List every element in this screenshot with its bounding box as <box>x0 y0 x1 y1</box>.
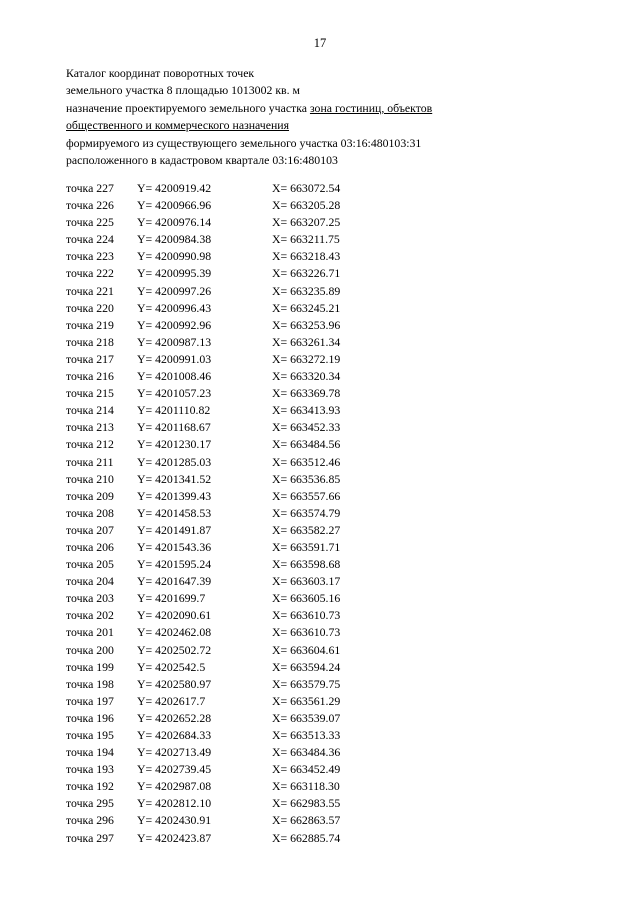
point-name: точка 202 <box>66 608 114 623</box>
point-x-coordinate: X= 663484.36 <box>272 745 341 760</box>
point-y-coordinate: Y= 4202090.61 <box>137 608 212 623</box>
table-row <box>66 812 486 829</box>
point-name: точка 205 <box>66 557 114 572</box>
table-row <box>66 590 486 607</box>
point-x-coordinate: X= 663452.49 <box>272 762 341 777</box>
point-name: точка 214 <box>66 403 114 418</box>
point-name: точка 193 <box>66 762 114 777</box>
table-row <box>66 642 486 659</box>
point-name: точка 195 <box>66 728 114 742</box>
point-name: точка 216 <box>66 369 114 384</box>
point-name: точка 220 <box>66 300 114 315</box>
point-y-coordinate: Y= 4200984.38 <box>137 232 212 247</box>
table-row <box>66 505 486 522</box>
point-y-coordinate: Y= 4202423.87 <box>137 830 212 845</box>
table-row <box>66 676 486 693</box>
point-x-coordinate: X= 663369.78 <box>272 386 341 401</box>
point-y-coordinate: Y= 4200990.98 <box>137 249 212 264</box>
point-name: точка 199 <box>66 659 114 674</box>
point-name: точка 224 <box>66 232 114 247</box>
point-y-coordinate: Y= 4202617.7 <box>137 693 206 708</box>
table-row <box>66 265 486 282</box>
table-row <box>66 214 486 231</box>
point-x-coordinate: X= 663610.73 <box>272 608 341 623</box>
point-name: точка 206 <box>66 539 114 554</box>
point-x-coordinate: X= 663207.25 <box>272 215 341 230</box>
point-name: точка 225 <box>66 215 114 230</box>
point-name: точка 296 <box>66 813 114 828</box>
point-name: точка 219 <box>66 317 114 332</box>
point-name: точка 223 <box>66 249 114 264</box>
point-y-coordinate: Y= 4201057.23 <box>137 386 212 401</box>
table-row <box>66 624 486 641</box>
point-y-coordinate: Y= 4200991.03 <box>137 351 212 366</box>
point-y-coordinate: Y= 4200966.96 <box>137 198 212 213</box>
table-row <box>66 454 486 471</box>
point-x-coordinate: X= 663605.16 <box>272 591 341 606</box>
point-x-coordinate: X= 663561.29 <box>272 693 341 708</box>
point-y-coordinate: Y= 4202812.10 <box>137 796 212 811</box>
table-row <box>66 539 486 556</box>
point-x-coordinate: X= 663484.56 <box>272 437 341 452</box>
point-x-coordinate: X= 663253.96 <box>272 317 341 332</box>
table-row <box>66 556 486 573</box>
point-y-coordinate: Y= 4201168.67 <box>137 420 211 435</box>
point-y-coordinate: Y= 4202739.45 <box>137 762 212 777</box>
point-y-coordinate: Y= 4202430.91 <box>137 813 212 828</box>
point-name: точка 297 <box>66 830 114 845</box>
point-y-coordinate: Y= 4202580.97 <box>137 676 212 691</box>
point-x-coordinate: X= 663513.33 <box>272 728 341 742</box>
document-header <box>66 65 566 169</box>
point-y-coordinate: Y= 4202502.72 <box>137 642 212 657</box>
point-x-coordinate: X= 663591.71 <box>272 539 341 554</box>
table-row <box>66 317 486 334</box>
point-name: точка 207 <box>66 522 114 537</box>
point-x-coordinate: X= 663218.43 <box>272 249 341 264</box>
header-title: Каталог координат поворотных точек <box>66 66 255 80</box>
point-name: точка 204 <box>66 574 114 589</box>
point-name: точка 196 <box>66 710 114 725</box>
point-x-coordinate: X= 663539.07 <box>272 710 341 725</box>
table-row <box>66 710 486 727</box>
point-y-coordinate: Y= 4201699.7 <box>137 591 206 606</box>
header-cadastral-quarter: расположенного в кадастровом квартале 03:16:480103 <box>66 153 338 168</box>
point-x-coordinate: X= 663211.75 <box>272 232 340 247</box>
point-y-coordinate: Y= 4201285.03 <box>137 454 212 469</box>
point-name: точка 218 <box>66 334 114 349</box>
point-y-coordinate: Y= 4201491.87 <box>137 522 212 537</box>
point-name: точка 215 <box>66 386 114 401</box>
point-name: точка 211 <box>66 454 114 469</box>
table-row <box>66 385 486 402</box>
point-name: точка 198 <box>66 676 114 691</box>
point-name: точка 192 <box>66 779 114 794</box>
point-y-coordinate: Y= 4201230.17 <box>137 437 212 452</box>
point-x-coordinate: X= 663072.54 <box>272 181 341 195</box>
point-x-coordinate: X= 663610.73 <box>272 625 341 640</box>
table-row <box>66 659 486 676</box>
point-name: точка 226 <box>66 198 114 213</box>
point-x-coordinate: X= 663557.66 <box>272 488 341 503</box>
point-name: точка 227 <box>66 181 114 195</box>
point-y-coordinate: Y= 4200995.39 <box>137 266 212 281</box>
table-row <box>66 334 486 351</box>
table-row <box>66 231 486 248</box>
point-name: точка 203 <box>66 591 114 606</box>
table-row <box>66 693 486 710</box>
table-row <box>66 300 486 317</box>
table-row <box>66 471 486 488</box>
table-row <box>66 351 486 368</box>
point-x-coordinate: X= 663320.34 <box>272 369 341 384</box>
point-x-coordinate: X= 663594.24 <box>272 659 341 674</box>
table-row <box>66 761 486 778</box>
point-name: точка 221 <box>66 283 114 298</box>
header-purpose-zone-cont: общественного и коммерческого назначения <box>66 118 290 133</box>
point-y-coordinate: Y= 4202462.08 <box>137 625 212 640</box>
point-x-coordinate: X= 663205.28 <box>272 198 341 213</box>
point-name: точка 210 <box>66 471 114 486</box>
table-row <box>66 778 486 795</box>
point-y-coordinate: Y= 4202713.49 <box>137 745 212 760</box>
table-row <box>66 283 486 300</box>
table-row <box>66 419 486 436</box>
table-row <box>66 522 486 539</box>
point-x-coordinate: X= 663261.34 <box>272 334 341 349</box>
header-purpose <box>66 100 566 117</box>
table-row <box>66 180 486 197</box>
point-x-coordinate: X= 663574.79 <box>272 505 341 520</box>
point-y-coordinate: Y= 4201110.82 <box>137 403 211 418</box>
page-number: 17 <box>313 36 327 50</box>
table-row <box>66 197 486 214</box>
point-x-coordinate: X= 663235.89 <box>272 283 341 298</box>
table-row <box>66 607 486 624</box>
table-row <box>66 436 486 453</box>
header-area: земельного участка 8 площадью 1013002 кв. м <box>66 83 300 98</box>
point-y-coordinate: Y= 4201543.36 <box>137 539 212 554</box>
point-name: точка 222 <box>66 266 114 281</box>
point-y-coordinate: Y= 4200919.42 <box>137 181 212 195</box>
table-row <box>66 488 486 505</box>
point-name: точка 212 <box>66 437 114 452</box>
point-y-coordinate: Y= 4200976.14 <box>137 215 212 230</box>
point-x-coordinate: X= 663512.46 <box>272 454 341 469</box>
point-y-coordinate: Y= 4200992.96 <box>137 317 212 332</box>
point-y-coordinate: Y= 4202542.5 <box>137 659 206 674</box>
point-y-coordinate: Y= 4200996.43 <box>137 300 212 315</box>
point-y-coordinate: Y= 4201647.39 <box>137 574 212 589</box>
point-y-coordinate: Y= 4202652.28 <box>137 710 212 725</box>
point-x-coordinate: X= 662885.74 <box>272 830 341 845</box>
header-purpose-zone: зона гостиниц, объектов <box>309 100 433 115</box>
point-x-coordinate: X= 663118.30 <box>272 779 340 794</box>
table-row <box>66 248 486 265</box>
header-source-parcel: формируемого из существующего земельного участка 03:16:480103:31 <box>66 135 422 150</box>
point-y-coordinate: Y= 4201008.46 <box>137 369 212 384</box>
table-row <box>66 368 486 385</box>
coordinates-table <box>66 180 486 847</box>
header-purpose-prefix: назначение проектируемого земельного участка <box>66 100 310 115</box>
point-y-coordinate: Y= 4201595.24 <box>137 557 212 572</box>
point-name: точка 217 <box>66 351 114 366</box>
point-x-coordinate: X= 663598.68 <box>272 557 341 572</box>
table-row <box>66 744 486 761</box>
point-y-coordinate: Y= 4201458.53 <box>137 505 212 520</box>
point-name: точка 209 <box>66 488 114 503</box>
table-row <box>66 727 486 744</box>
point-x-coordinate: X= 663536.85 <box>272 471 341 486</box>
table-row <box>66 795 486 812</box>
point-y-coordinate: Y= 4200987.13 <box>137 334 212 349</box>
point-x-coordinate: X= 663272.19 <box>272 351 341 366</box>
point-y-coordinate: Y= 4202684.33 <box>137 728 212 742</box>
point-name: точка 194 <box>66 745 114 760</box>
point-y-coordinate: Y= 4201341.52 <box>137 471 212 486</box>
point-y-coordinate: Y= 4200997.26 <box>137 283 212 298</box>
point-name: точка 208 <box>66 505 114 520</box>
point-x-coordinate: X= 663226.71 <box>272 266 341 281</box>
point-x-coordinate: X= 663413.93 <box>272 403 341 418</box>
table-row <box>66 830 486 847</box>
point-y-coordinate: Y= 4201399.43 <box>137 488 212 503</box>
table-row <box>66 573 486 590</box>
point-x-coordinate: X= 663603.17 <box>272 574 341 589</box>
point-name: точка 201 <box>66 625 114 640</box>
table-row <box>66 402 486 419</box>
point-name: точка 197 <box>66 693 114 708</box>
point-x-coordinate: X= 662983.55 <box>272 796 341 811</box>
point-x-coordinate: X= 663452.33 <box>272 420 341 435</box>
point-x-coordinate: X= 663245.21 <box>272 300 341 315</box>
point-name: точка 295 <box>66 796 114 811</box>
point-y-coordinate: Y= 4202987.08 <box>137 779 212 794</box>
point-x-coordinate: X= 662863.57 <box>272 813 341 828</box>
point-x-coordinate: X= 663579.75 <box>272 676 341 691</box>
point-x-coordinate: X= 663604.61 <box>272 642 341 657</box>
point-x-coordinate: X= 663582.27 <box>272 522 341 537</box>
point-name: точка 213 <box>66 420 114 435</box>
point-name: точка 200 <box>66 642 114 657</box>
